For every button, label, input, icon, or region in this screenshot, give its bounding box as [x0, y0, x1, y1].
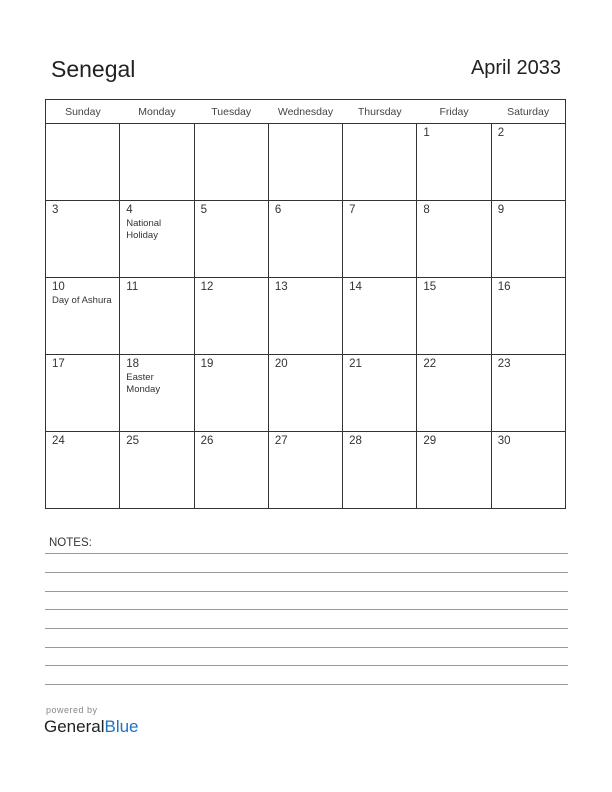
day-number: 29	[423, 435, 437, 447]
day-number: 4	[126, 204, 133, 216]
notes-line	[45, 609, 568, 610]
notes-line	[45, 684, 568, 685]
day-cell[interactable]	[120, 355, 194, 432]
day-cell[interactable]	[194, 432, 268, 509]
day-cell[interactable]	[491, 432, 565, 509]
holiday-label: Easter Monday	[126, 372, 161, 395]
day-cell[interactable]	[343, 432, 417, 509]
calendar-grid	[45, 99, 566, 509]
week-row	[46, 124, 566, 201]
week-row	[46, 201, 566, 278]
weekday-saturday: Saturday	[491, 100, 565, 124]
day-cell[interactable]	[343, 201, 417, 278]
day-cell[interactable]	[120, 432, 194, 509]
day-cell[interactable]	[268, 201, 342, 278]
day-number: 17	[52, 358, 65, 370]
holiday-label: National Holiday	[126, 218, 162, 241]
empty-day-cell	[120, 124, 194, 201]
notes-line	[45, 665, 568, 666]
empty-day-cell	[194, 124, 268, 201]
day-number: 5	[200, 204, 207, 216]
day-cell[interactable]	[46, 432, 120, 509]
day-cell[interactable]	[491, 355, 565, 432]
brand-logo[interactable]	[44, 717, 139, 737]
day-cell[interactable]	[46, 355, 120, 432]
weekday-header-row	[46, 100, 566, 124]
day-cell[interactable]	[417, 201, 491, 278]
day-number: 27	[274, 435, 288, 447]
day-number: 1	[423, 127, 430, 139]
weekday-monday: Monday	[120, 100, 194, 124]
notes-line	[45, 553, 568, 554]
day-number: 14	[349, 281, 362, 293]
brand-name-blue: Blue	[104, 717, 139, 736]
week-row	[46, 355, 566, 432]
empty-day-cell	[46, 124, 120, 201]
empty-day-cell	[268, 124, 342, 201]
day-cell[interactable]	[268, 355, 342, 432]
day-number: 23	[497, 358, 511, 370]
notes-line	[45, 647, 568, 648]
day-cell[interactable]	[417, 432, 491, 509]
day-cell[interactable]	[491, 201, 565, 278]
country-title: Senegal	[51, 56, 136, 82]
week-row	[46, 432, 566, 509]
day-number: 16	[497, 281, 511, 293]
day-number: 13	[274, 281, 288, 293]
powered-by-label: powered by	[46, 705, 98, 715]
day-number: 20	[274, 358, 288, 370]
day-cell[interactable]	[343, 278, 417, 355]
day-number: 11	[126, 281, 139, 293]
notes-line	[45, 628, 568, 629]
weekday-friday: Friday	[417, 100, 491, 124]
day-cell[interactable]	[46, 278, 120, 355]
day-number: 28	[349, 435, 362, 447]
holiday-label: Day of Ashura	[52, 295, 112, 306]
day-cell[interactable]	[194, 201, 268, 278]
day-cell[interactable]	[417, 278, 491, 355]
month-year-title: April 2033	[470, 57, 561, 79]
notes-line	[45, 572, 568, 573]
week-row	[46, 278, 566, 355]
day-number: 25	[126, 435, 140, 447]
day-number: 18	[126, 358, 140, 370]
day-number: 19	[200, 358, 214, 370]
day-number: 30	[497, 435, 511, 447]
weekday-tuesday: Tuesday	[194, 100, 268, 124]
weekday-thursday: Thursday	[343, 100, 417, 124]
day-number: 12	[200, 281, 214, 293]
day-number: 9	[497, 204, 505, 216]
empty-day-cell	[343, 124, 417, 201]
day-number: 24	[52, 435, 65, 447]
day-cell[interactable]	[268, 278, 342, 355]
day-cell[interactable]	[194, 278, 268, 355]
day-cell[interactable]	[417, 124, 491, 201]
day-number: 7	[349, 204, 356, 216]
day-number: 10	[52, 281, 65, 293]
day-cell[interactable]	[46, 201, 120, 278]
day-number: 26	[200, 435, 214, 447]
day-cell[interactable]	[120, 278, 194, 355]
brand-name-general: General	[44, 717, 105, 736]
day-cell[interactable]	[268, 432, 342, 509]
weekday-sunday: Sunday	[46, 100, 120, 124]
day-number: 6	[274, 204, 282, 216]
day-number: 21	[349, 358, 362, 370]
day-number: 3	[52, 204, 59, 216]
notes-line	[45, 591, 568, 592]
day-cell[interactable]	[491, 124, 565, 201]
notes-label: NOTES:	[49, 537, 92, 549]
day-number: 22	[423, 358, 437, 370]
day-number: 8	[423, 204, 430, 216]
day-cell[interactable]	[491, 278, 565, 355]
day-cell[interactable]	[120, 201, 194, 278]
day-cell[interactable]	[417, 355, 491, 432]
weekday-wednesday: Wednesday	[268, 100, 342, 124]
day-cell[interactable]	[194, 355, 268, 432]
day-number: 2	[497, 127, 505, 139]
day-number: 15	[423, 281, 437, 293]
day-cell[interactable]	[343, 355, 417, 432]
